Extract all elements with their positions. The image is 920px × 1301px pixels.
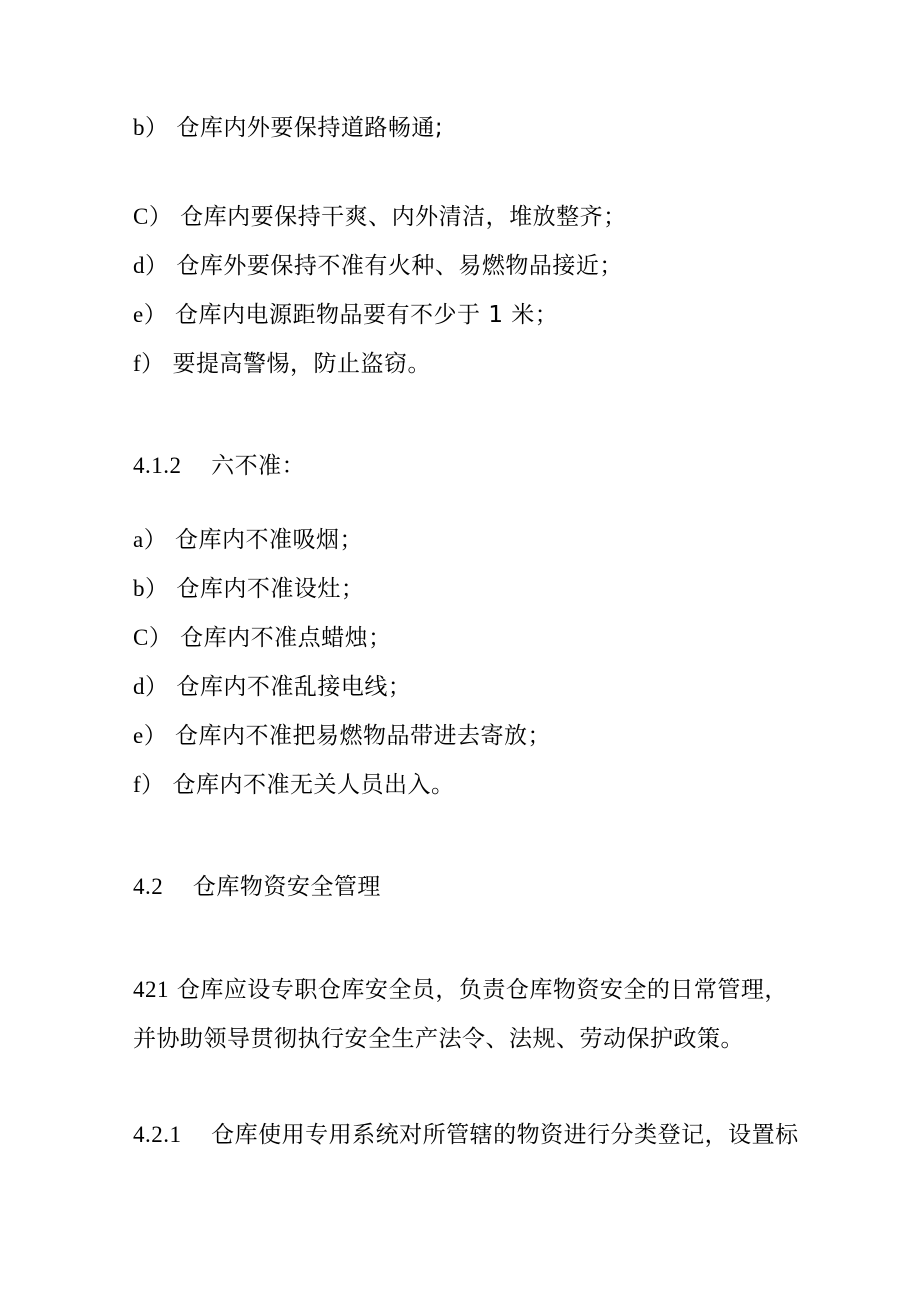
paragraph-text: 并协助领导贯彻执行安全生产法令、法规、劳动保护政策。: [133, 1026, 744, 1052]
item-marker: f）: [133, 772, 165, 797]
item-marker: f）: [133, 351, 165, 376]
rule-item-d: [133, 251, 623, 281]
item-text: 仓库内不准把易燃物品带进去寄放；: [175, 723, 552, 749]
item-marker: b）: [133, 576, 169, 601]
rule-item-c: [133, 623, 392, 653]
item-text: 仓库外要保持不准有火种、易燃物品接近；: [176, 253, 623, 279]
item-text: 仓库内电源距物品要有不少于 1 米；: [175, 302, 559, 328]
item-marker: e）: [133, 723, 168, 748]
section-number: 4.2.1: [133, 1122, 182, 1147]
paragraph-line: [133, 1024, 744, 1054]
section-number: 4.2: [133, 874, 164, 899]
item-marker: e）: [133, 302, 168, 327]
section-heading-4-2-1: [133, 1120, 799, 1150]
rule-item-d: [133, 672, 411, 702]
rule-item-c: [133, 202, 627, 232]
item-marker: C）: [133, 204, 173, 229]
section-title: 六不准：: [211, 453, 306, 479]
item-text: 仓库内不准吸烟；: [175, 527, 364, 553]
section-heading-4-2: [133, 872, 381, 902]
item-text: 仓库内要保持干爽、内外清洁，堆放整齐；: [180, 204, 627, 230]
rule-item-f: [133, 770, 454, 800]
rule-item-f: [133, 349, 431, 379]
item-marker: C）: [133, 625, 173, 650]
rule-item-b: [133, 113, 443, 143]
section-heading-4-1-2: [133, 451, 305, 481]
clause-number: 421: [133, 977, 169, 1002]
item-text: 仓库内不准乱接电线；: [176, 674, 412, 700]
rule-item-a: [133, 525, 363, 555]
rule-item-e: [133, 721, 551, 751]
item-marker: d）: [133, 674, 169, 699]
section-title: 仓库物资安全管理: [192, 874, 381, 900]
rule-item-b: [133, 574, 364, 604]
item-text: 仓库内不准点蜡烛；: [180, 625, 392, 651]
item-marker: b）: [133, 115, 169, 140]
rule-item-e: [133, 300, 558, 330]
item-text: 仓库内外要保持道路畅通;: [176, 115, 444, 141]
item-marker: a）: [133, 527, 168, 552]
section-number: 4.1.2: [133, 453, 182, 478]
paragraph-text: 仓库使用专用系统对所管辖的物资进行分类登记，设置标: [211, 1122, 799, 1148]
item-text: 仓库内不准无关人员出入。: [172, 772, 455, 798]
paragraph-line: [133, 975, 788, 1005]
item-marker: d）: [133, 253, 169, 278]
item-text: 要提高警惕，防止盗窃。: [172, 351, 431, 377]
item-text: 仓库内不准设灶；: [176, 576, 365, 602]
paragraph-text: 仓库应设专职仓库安全员，负责仓库物资安全的日常管理，: [176, 977, 788, 1003]
